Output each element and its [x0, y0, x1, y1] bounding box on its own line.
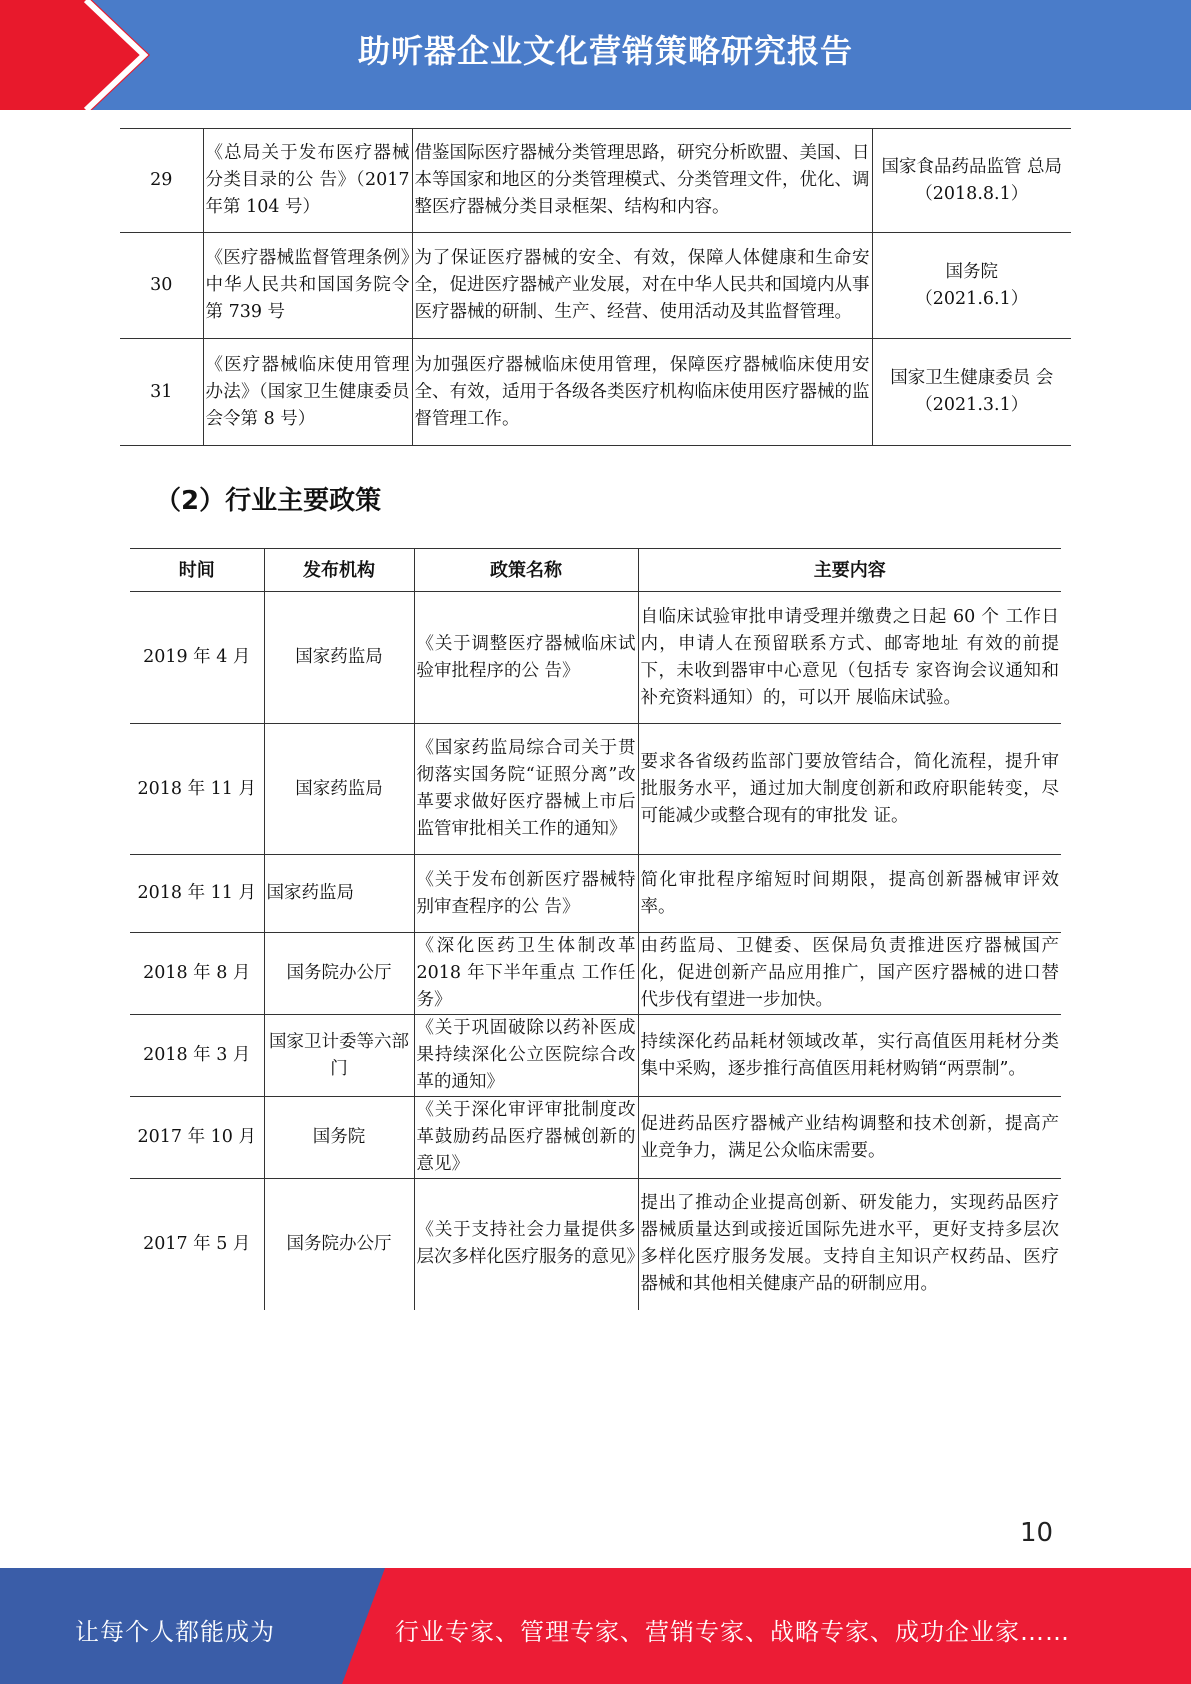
page-number: 10	[1020, 1518, 1054, 1548]
policy-table	[130, 548, 1061, 1310]
regulation-content: 为加强医疗器械临床使用管理，保障医疗器械临床使用安全、有效，适用于各级各类医疗机构临床使用医疗器械的监督管理工作。	[412, 339, 872, 446]
regulation-issuer	[872, 129, 1071, 233]
table-row	[130, 724, 1061, 855]
regulation-name: 《医疗器械临床使用管理办法》（国家卫生健康委员会令第 8 号）	[203, 339, 412, 446]
policy-content: 简化审批程序缩短时间期限，提高创新器械审评效率。	[638, 855, 1061, 933]
policy-name: 《关于发布创新医疗器械特别审查程序的公 告》	[414, 855, 638, 933]
column-header-org: 发布机构	[264, 549, 414, 592]
policy-time: 2018 年 8 月	[143, 963, 251, 983]
table-row	[120, 339, 1071, 446]
policy-org: 国务院办公厅	[264, 1179, 414, 1310]
column-header-content: 主要内容	[638, 549, 1061, 592]
row-number: 30	[150, 275, 173, 295]
footer-slogan-left: 让每个人都能成为	[75, 1618, 275, 1646]
table-row	[130, 1015, 1061, 1097]
effective-date: （2021.6.1）	[915, 288, 1029, 309]
policy-name: 《关于深化审评审批制度改革鼓励药品医疗器械创新的意见》	[414, 1097, 638, 1179]
policy-time: 2019 年 4 月	[143, 647, 251, 667]
regulation-name: 《总局关于发布医疗器械分类目录的公 告》（2017 年第 104 号）	[203, 129, 412, 233]
report-title: 助听器企业文化营销策略研究报告	[357, 32, 853, 70]
column-header-time: 时间	[178, 559, 215, 581]
regulation-content: 借鉴国际医疗器械分类管理思路，研究分析欧盟、美国、日本等国家和地区的分类管理模式、分类管理文件，优化、调整医疗器械分类目录框架、结构和内容。	[412, 129, 872, 233]
policy-org: 国家药监局	[264, 592, 414, 724]
policy-org: 国家药监局	[264, 855, 414, 933]
policy-name: 《深化医药卫生体制改革 2018 年下半年重点 工作任务》	[414, 933, 638, 1015]
regulation-table	[120, 128, 1071, 446]
regulation-name: 《医疗器械监督管理条例》中华人民共和国国务院令第 739 号	[203, 233, 412, 339]
policy-time: 2017 年 10 月	[137, 1127, 256, 1147]
table-row	[130, 933, 1061, 1015]
policy-content: 提出了推动企业提高创新、研发能力，实现药品医疗器械质量达到或接近国际先进水平，更好支持多层次多样化医疗服务发展。支持自主知识产权药品、医疗器械和其他相关健康产品的研制应用。	[638, 1179, 1061, 1310]
policy-org: 国家药监局	[264, 724, 414, 855]
policy-content: 持续深化药品耗材领域改革，实行高值医用耗材分类集中采购，逐步推行高值医用耗材购销“两票制”。	[638, 1015, 1061, 1097]
policy-time: 2018 年 11 月	[137, 883, 256, 903]
page-footer	[0, 1568, 1191, 1684]
table-row	[120, 233, 1071, 339]
policy-content: 要求各省级药监部门要放管结合，简化流程，提升审批服务水平，通过加大制度创新和政府职能转变，尽可能减少或整合现有的审批发 证。	[638, 724, 1061, 855]
effective-date: （2021.3.1）	[915, 395, 1029, 415]
regulation-issuer	[872, 233, 1071, 339]
policy-name: 《关于巩固破除以药补医成果持续深化公立医院综合改革的通知》	[414, 1015, 638, 1097]
issuer-name: 国家卫生健康委员 会	[890, 368, 1054, 388]
policy-name: 《国家药监局综合司关于贯彻落实国务院“证照分离”改革要求做好医疗器械上市后监管审批相关工作的通知》	[414, 724, 638, 855]
policy-org: 国务院	[264, 1097, 414, 1179]
table-row	[130, 592, 1061, 724]
table-row	[120, 129, 1071, 233]
section-heading: （2）行业主要政策	[155, 486, 382, 516]
table-row	[130, 855, 1061, 933]
issuer-name: 国家食品药品监管 总局	[881, 156, 1063, 177]
policy-name: 《关于调整医疗器械临床试验审批程序的公 告》	[414, 592, 638, 724]
footer-slogan-right: 行业专家、管理专家、营销专家、战略专家、成功企业家……	[395, 1618, 1070, 1646]
policy-time: 2018 年 3 月	[143, 1045, 251, 1065]
effective-date: （2018.8.1）	[915, 183, 1029, 204]
regulation-issuer	[872, 339, 1071, 446]
policy-content: 自临床试验审批申请受理并缴费之日起 60 个 工作日内，申请人在预留联系方式、邮寄地址 有效的前提下，未收到器审中心意见（包括专 家咨询会议通知和补充资料通知）的，可以开 展临床试验。	[638, 592, 1061, 724]
policy-content: 由药监局、卫健委、医保局负责推进医疗器械国产化，促进创新产品应用推广，国产医疗器械的进口替代步伐有望进一步加快。	[638, 933, 1061, 1015]
table-header-row	[130, 549, 1061, 592]
policy-time: 2018 年 11 月	[137, 778, 256, 799]
row-number: 29	[150, 170, 173, 190]
policy-content: 促进药品医疗器械产业结构调整和技术创新，提高产业竞争力，满足公众临床需要。	[638, 1097, 1061, 1179]
row-number: 31	[150, 381, 173, 402]
table-row	[130, 1179, 1061, 1310]
page-header	[0, 0, 1191, 110]
policy-org: 国务院办公厅	[264, 933, 414, 1015]
policy-name: 《关于支持社会力量提供多层次多样化医疗服务的意见》	[414, 1179, 638, 1310]
issuer-name: 国务院	[945, 261, 998, 282]
table-row	[130, 1097, 1061, 1179]
policy-time: 2017 年 5 月	[143, 1233, 251, 1254]
regulation-content: 为了保证医疗器械的安全、有效，保障人体健康和生命安全，促进医疗器械产业发展，对在中华人民共和国境内从事医疗器械的研制、生产、经营、使用活动及其监督管理。	[412, 233, 872, 339]
column-header-policy: 政策名称	[414, 549, 638, 592]
policy-org: 国家卫计委等六部门	[264, 1015, 414, 1097]
